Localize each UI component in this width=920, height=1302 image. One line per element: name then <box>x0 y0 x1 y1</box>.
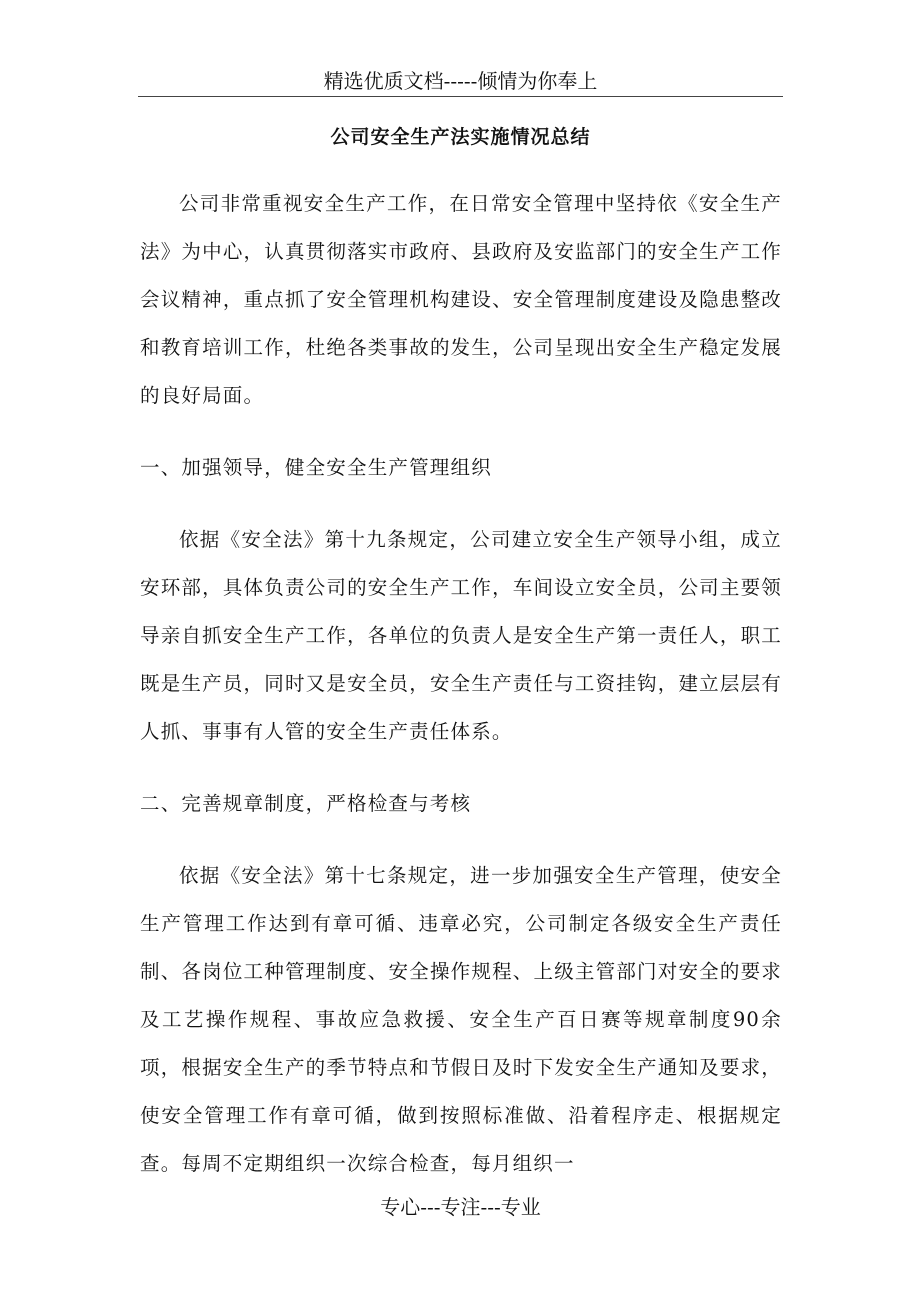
page-header: 精选优质文档-----倾情为你奉上 <box>138 66 783 97</box>
section-heading-2: 二、完善规章制度，严格检查与考核 <box>140 792 472 815</box>
section-1-paragraph: 依据《安全法》第十九条规定，公司建立安全生产领导小组，成立安环部，具体负责公司的安全生产工作，车间设立安全员，公司主要领导亲自抓安全生产工作，各单位的负责人是安全生产第一责任人，职工既是生产员，同时又是安全员，安全生产责任与工资挂钩，建立层层有人抓、事事有人管的安全生产责任体系。 <box>140 528 782 743</box>
intro-paragraph: 公司非常重视安全生产工作，在日常安全管理中坚持依《安全生产法》为中心，认真贯彻落实市政府、县政府及安监部门的安全生产工作会议精神，重点抓了安全管理机构建设、安全管理制度建设及隐患整改和教育培训工作，杜绝各类事故的发生，公司呈现出安全生产稳定发展的良好局面。 <box>140 192 782 407</box>
document-title: 公司安全生产法实施情况总结 <box>330 126 591 148</box>
section-2-paragraph: 依据《安全法》第十七条规定，进一步加强安全生产管理，使安全生产管理工作达到有章可循、违章必究，公司制定各级安全生产责任制、各岗位工种管理制度、安全操作规程、上级主管部门对安全的要求及工艺操作规程、事故应急救援、安全生产百日赛等规章制度90余项，根据安全生产的季节特点和节假日及时下发安全生产通知及要求，使安全管理工作有章可循，做到按照标准做、沿着程序走、根据规定查。每周不定期组织一次综合检查，每月组织一 <box>140 864 782 1175</box>
section-heading-1: 一、加强领导，健全安全生产管理组织 <box>140 456 492 479</box>
page-footer: 专心---专注---专业 <box>380 1195 541 1219</box>
